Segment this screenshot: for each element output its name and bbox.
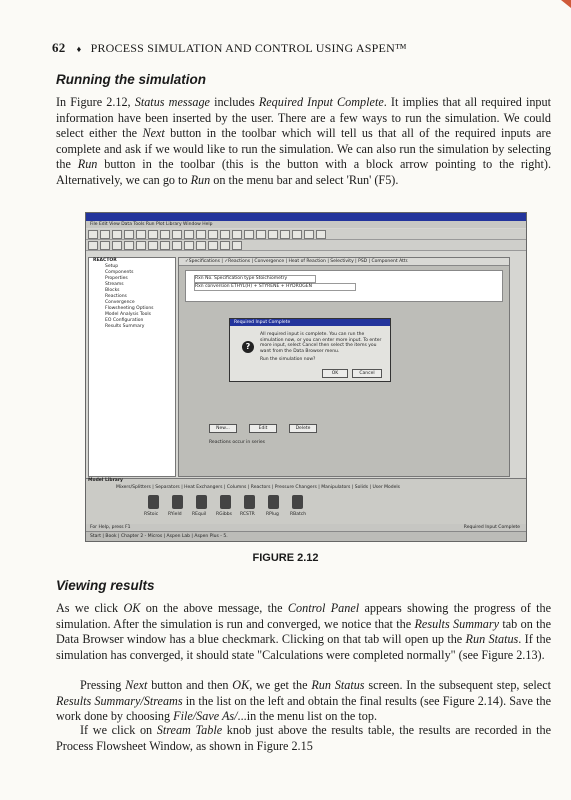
- toolbar-second: [86, 240, 526, 251]
- question-icon: ?: [242, 341, 254, 353]
- status-bar: [86, 524, 526, 531]
- tree-item: EO Configuration: [105, 318, 144, 323]
- block-label: RYield: [168, 512, 182, 517]
- reactions-header: Rxn No. Specification type Stoichiometry: [194, 275, 316, 283]
- italic-term: Results Summary: [414, 616, 500, 631]
- running-head: [52, 40, 407, 56]
- italic-term: Run Status: [311, 678, 365, 692]
- reactor-block-icon: [148, 495, 159, 509]
- text-run: on the above message, the: [140, 601, 288, 615]
- paragraph-running-simulation: [56, 95, 551, 188]
- text-run: button in the toolbar which will tell us that all of the required inputs are complete and ask if we would like to run the simulation. We can also run the simulation by selecting the: [56, 126, 551, 171]
- toolbar-top: [86, 229, 526, 240]
- cancel-button: Cancel: [352, 369, 382, 378]
- library-tabs: Mixers/Splitters | Separators | Heat Exchangers | Columns | Reactors | Pressure Changers | Manipulators | Solids | User Models: [116, 485, 401, 490]
- tree-item: Components: [105, 270, 134, 275]
- text-run: Pressing: [80, 678, 126, 692]
- series-checkbox-label: Reactions occur in series: [209, 440, 266, 445]
- diamond-separator: ♦: [76, 44, 82, 54]
- text-run: on the menu bar and select 'Run' (F5).: [210, 172, 399, 187]
- italic-term: Results Summary/Streams: [56, 693, 183, 708]
- text-run: includes: [209, 95, 259, 109]
- dialog-title: Required Input Complete: [230, 319, 390, 326]
- windows-taskbar: Start | Book | Chapter 2 - Micros | Aspen Lab | Aspen Plus - 5.: [86, 531, 526, 541]
- form-tabs: ✓Specifications | ✓Reactions | Convergence | Heat of Reaction | Selectivity | PSD | Component Attr.: [179, 258, 509, 266]
- tree-item: Flowsheeting Options: [105, 306, 154, 311]
- block-label: RBatch: [290, 512, 307, 517]
- italic-term: OK: [123, 601, 141, 615]
- italic-term: Control Panel: [287, 601, 360, 615]
- text-run: . It implies that all required input information have been inserted by the user. There are a few ways to run the simulation. We could select either the: [56, 95, 551, 140]
- window-titlebar: [86, 213, 526, 221]
- reactor-form: [178, 257, 510, 477]
- reactions-grid: [185, 270, 503, 302]
- text-run: ...in the menu list on the top.: [237, 709, 378, 723]
- tree-item: Blocks: [105, 288, 120, 293]
- italic-term: Run Status: [465, 632, 519, 646]
- block-label: RStoic: [144, 512, 159, 517]
- text-run: screen. In the subsequent step, select: [364, 678, 551, 692]
- text-run: As we click: [56, 601, 124, 615]
- menu-items: File Edit View Data Tools Run Plot Library Window Help: [90, 222, 213, 227]
- text-run: appears showing the progress of the simulation. After the simulation is run and converged, we notice that the: [56, 601, 551, 631]
- block-label: RCSTR: [240, 512, 255, 517]
- tree-items: [89, 264, 175, 330]
- reactor-block-icon: [196, 495, 207, 509]
- reactor-block-icon: [172, 495, 183, 509]
- required-input-dialog: [229, 318, 391, 382]
- tree-root: REACTOR: [93, 258, 117, 263]
- tree-item: Setup: [105, 264, 119, 269]
- block-label: RGibbs: [216, 512, 232, 517]
- status-message: Required Input Complete: [463, 525, 520, 530]
- reactor-block-icon: [292, 495, 303, 509]
- italic-term: Status message: [134, 95, 210, 109]
- paragraph-viewing-results: [56, 601, 551, 663]
- reactor-block-icon: [268, 495, 279, 509]
- text-run: tab on the Data Browser window has a blue checkmark. Clicking on that tab will open up the: [56, 616, 551, 646]
- text-run: button in the toolbar (this is the button with a block arrow pointing to the right). Alternatively, we can go to: [56, 157, 551, 187]
- status-help: For Help, press F1: [90, 525, 131, 530]
- section-heading-results: Viewing results: [56, 578, 155, 593]
- library-label: Model Library: [88, 478, 123, 483]
- text-run: In Figure 2.12,: [56, 95, 135, 109]
- italic-term: OK: [232, 678, 250, 692]
- text-run: knob just above the results table, the results are recorded in the Process Flowsheet Window, as shown in Figure 2.15: [56, 723, 552, 753]
- tree-item: Properties: [105, 276, 128, 281]
- dialog-message: All required input is complete. You can run the simulation now, or you can enter more input. To enter more input, select Cancel then select the items you want from the Data Browser menu.: [260, 332, 382, 354]
- italic-term: Next: [142, 126, 165, 140]
- page-number: 62: [52, 40, 66, 55]
- italic-term: Run: [77, 157, 98, 171]
- text-run: . If the simulation has converged, it should state "Calculations were completed normally" (see Figure 2.13).: [56, 632, 551, 662]
- paragraph-stream-table: [56, 723, 551, 754]
- italic-term: Required Input Complete: [258, 95, 384, 109]
- reactor-block-icon: [244, 495, 255, 509]
- text-run: in the list on the left and obtain the final results (see Figure 2.14). Save the work done by choosing: [56, 693, 551, 723]
- tree-item: Reactions: [105, 294, 127, 299]
- text-run: If we click on: [80, 723, 157, 737]
- italic-term: Next: [125, 678, 148, 692]
- tree-item: Streams: [105, 282, 124, 287]
- tree-item: Convergence: [105, 300, 135, 305]
- italic-term: Stream Table: [156, 723, 223, 737]
- figure-screenshot: [85, 212, 527, 542]
- page-corner-mark: [561, 0, 571, 8]
- block-label: RPlug: [266, 512, 279, 517]
- model-library: [86, 478, 526, 525]
- new-button: New...: [209, 424, 237, 433]
- reactions-row: Rxn conversion ETHYL(H) + STYRENE + HYDROGEN: [194, 283, 356, 291]
- tree-item: Model Analysis Tools: [105, 312, 151, 317]
- figure-caption: FIGURE 2.12: [252, 552, 319, 564]
- data-browser-tree: [88, 257, 176, 477]
- block-label: REquil: [192, 512, 207, 517]
- italic-term: Run: [190, 172, 211, 187]
- italic-term: File/Save As/: [173, 709, 238, 723]
- edit-button: Edit: [249, 424, 277, 433]
- book-title: PROCESS SIMULATION AND CONTROL USING ASPEN™: [90, 41, 407, 55]
- ok-button: OK: [322, 369, 348, 378]
- tree-item: Results Summary: [105, 324, 145, 329]
- dialog-prompt: Run the simulation now?: [260, 357, 316, 362]
- section-heading-running: Running the simulation: [56, 72, 206, 87]
- delete-button: Delete: [289, 424, 317, 433]
- paragraph-next-button: [56, 678, 551, 725]
- window-menubar: [86, 221, 526, 228]
- text-run: button and then: [147, 678, 233, 692]
- reactor-block-icon: [220, 495, 231, 509]
- text-run: , we get the: [249, 678, 312, 692]
